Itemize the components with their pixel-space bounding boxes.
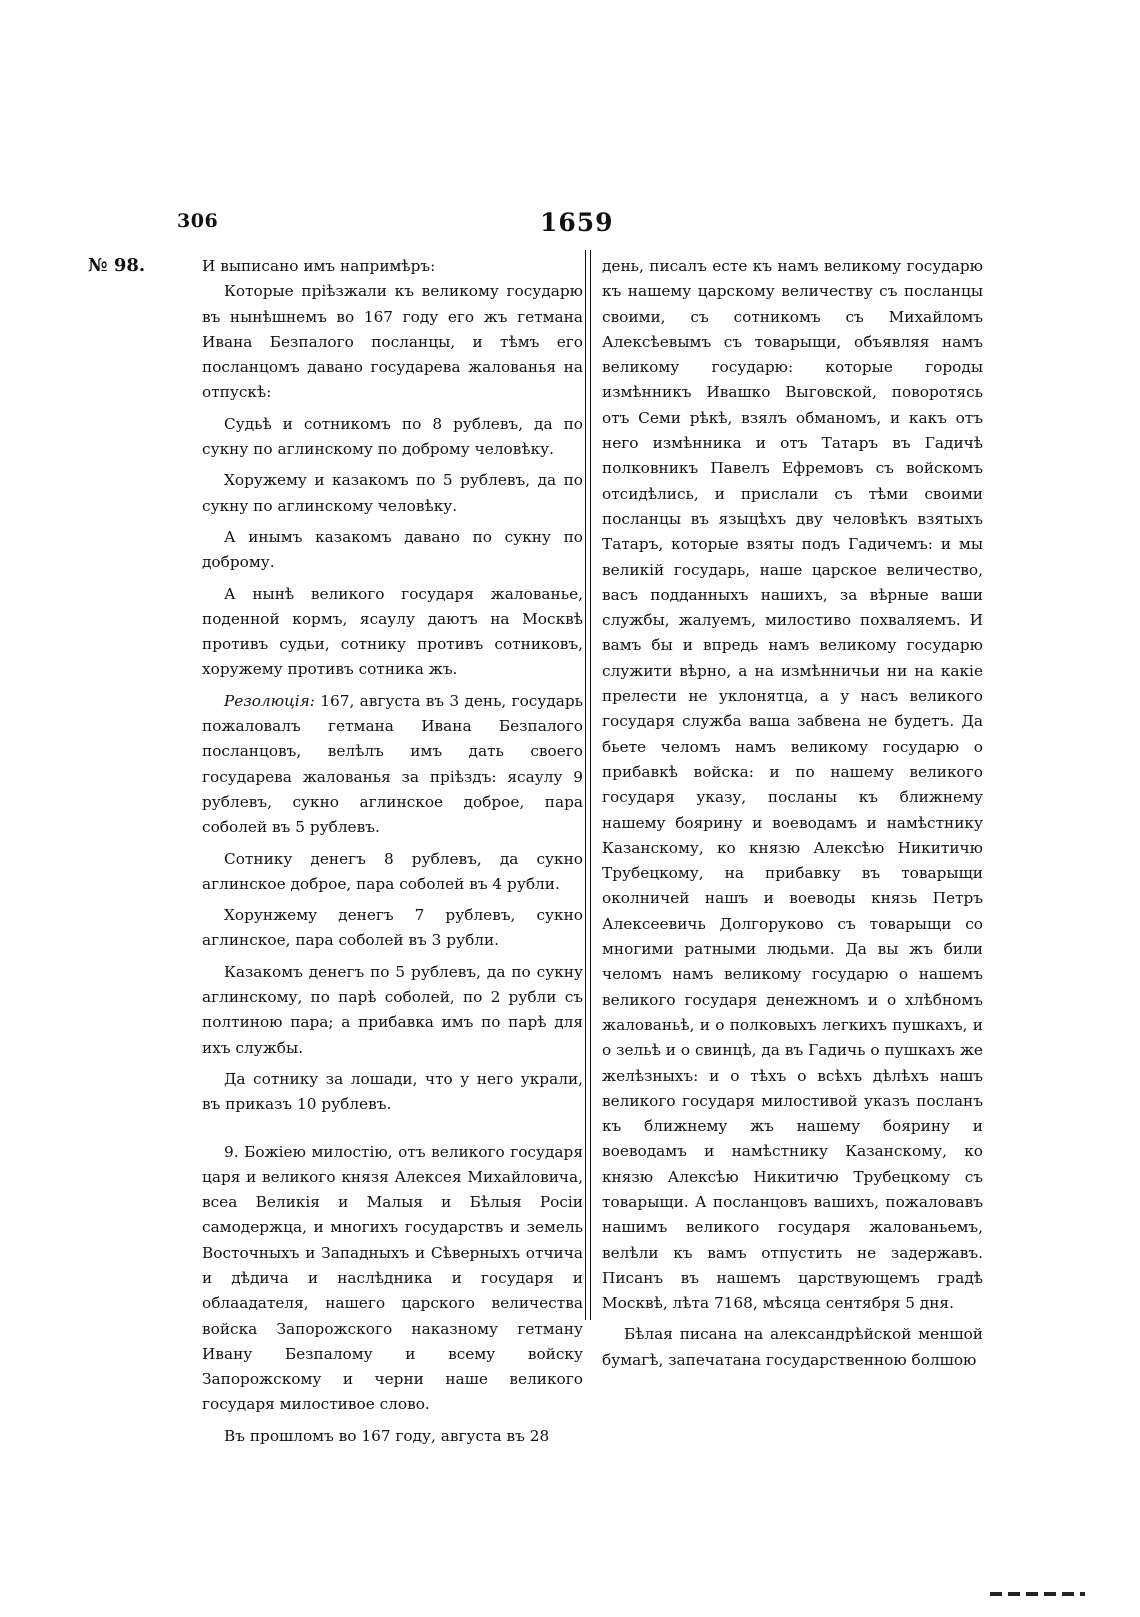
paragraph: Судьѣ и сотникомъ по 8 рублевъ, да по сукну по аглинскому по доброму человѣку. [202, 414, 583, 459]
paragraph: А инымъ казакомъ давано по сукну по доброму. [202, 527, 583, 572]
paragraph: А нынѣ великого государя жалованье, поденной кормъ, ясаулу даютъ на Москвѣ противъ судьи, сотнику противъ сотниковъ, хоружему противъ сотника жъ. [202, 584, 583, 679]
paragraph: Которые пріѣзжали къ великому государю въ нынѣшнемъ во 167 году его жъ гетмана Ивана Безпалого посланцы, и тѣмъ его посланцомъ давано государева жалованья на отпускѣ: [202, 282, 583, 402]
archival-note: Бѣлая писана на александрѣйской меншой бумагѣ, запечатана государственною болшою [602, 1325, 983, 1369]
page-year: 1659 [540, 208, 614, 237]
document-number: № 98. [88, 255, 146, 276]
right-column [602, 254, 983, 1379]
resolution-paragraph [202, 689, 583, 841]
letter-continuation: Въ прошломъ во 167 году, августа въ 28 [224, 1426, 550, 1445]
resolution-label: Резолюція: [224, 691, 315, 710]
paragraph: Хорунжему денегъ 7 рублевъ, сукно аглинское, пара соболей въ 3 рубли. [202, 906, 583, 950]
page-number: 306 [177, 210, 219, 232]
letter-body: день, писалъ есте къ намъ великому государю къ нашему царскому величеству съ посланцы своими, съ сотникомъ съ Михайломъ Алексѣевымъ съ товарыщи, объявляя намъ великому государю: которые городы измѣнникъ Ивашко Выговской, поворотясь отъ Семи рѣкѣ, взялъ обманомъ, и какъ отъ него измѣнника и отъ Татаръ въ Гадичѣ полковникъ Павелъ Ефремовъ съ войскомъ отсидѣлись, и прислали съ тѣми своими посланцы въ языцѣхъ дву человѣкъ взятыхъ Татаръ, которые взяты подъ Гадичемъ: и мы великій государь, наше царское величество, васъ подданныхъ нашихъ, за вѣрные ваши службы, жалуемъ, милостиво похваляемъ. И вамъ бы и впредь намъ великому государю служити вѣрно, а на измѣнничьи ни на какіе прелести не уклонятца, а у насъ великого государя служба ваша забвена не будетъ. Да бьете челомъ намъ великому государю о прибавкѣ войска: и по нашему великого государя указу, посланы къ ближнему нашему боярину и воеводамъ и намѣстнику Казанскому, ко князю Алексѣю Никитичю Трубецкому, на прибавку въ товарыщи околничей нашъ и воеводы князь Петръ Алексеевичь Долгоруково съ товарыщи со многими ратными людьми. Да вы жъ били челомъ намъ великому государю о нашемъ великого государя денежномъ и о хлѣбномъ жалованьѣ, и о полковыхъ легкихъ пушкахъ, и о зельѣ и о свинцѣ, да въ Гадичь о пушкахъ же желѣзныхъ: и о тѣхъ о всѣхъ дѣлѣхъ нашъ великого государя милостивой указъ посланъ къ ближнему жъ нашему боярину и воеводамъ и намѣстнику Казанскому, ко князю Алексѣю Никитичю Трубецкому съ товарыщи. А посланцовъ вашихъ, пожаловавъ нашимъ великого государя жалованьемъ, велѣли къ вамъ отпустить не задержавъ. Писанъ въ нашемъ царствующемъ градѣ Москвѣ, лѣта 7168, мѣсяца сентября 5 дня. [602, 257, 983, 1313]
section-heading: И выписано имъ напримѣръ: [202, 257, 436, 275]
letter-opening: 9. Божіею милостію, отъ великого государя царя и великого князя Алексея Михайловича, всеа Великія и Малыя и Бѣлыя Росіи самодержца, и многихъ государствъ и земель Восточныхъ и Западныхъ и Сѣверныхъ отчича и дѣдича и наслѣдника и государя и облаадателя, нашего царского величества войска Запорожского наказному гетману Ивану Безпалому и всему войску Запорожскому и черни наше великого государя милостивое слово. [202, 1142, 583, 1414]
resolution-text: 167, августа въ 3 день, государь пожаловалъ гетмана Ивана Безпалого посланцовъ, велѣлъ имъ дать своего государева жалованья за пріѣздъ: ясаулу 9 рублевъ, сукно аглинское доброе, пара соболей въ 5 рублевъ. [202, 691, 583, 837]
column-divider [585, 250, 591, 1320]
paragraph: Казакомъ денегъ по 5 рублевъ, да по сукну аглинскому, по парѣ соболей, по 2 рубли съ полтиною пара; а прибавка имъ по парѣ для ихъ службы. [202, 962, 583, 1057]
paragraph: Хоружему и казакомъ по 5 рублевъ, да по сукну по аглинскому человѣку. [202, 471, 583, 515]
paragraph: Да сотнику за лошади, что у него украли, въ приказъ 10 рублевъ. [202, 1069, 583, 1114]
paragraph: Сотнику денегъ 8 рублевъ, да сукно аглинское доброе, пара соболей въ 4 рубли. [202, 849, 583, 893]
scan-artifact [990, 1592, 1085, 1596]
left-column [202, 254, 583, 1455]
